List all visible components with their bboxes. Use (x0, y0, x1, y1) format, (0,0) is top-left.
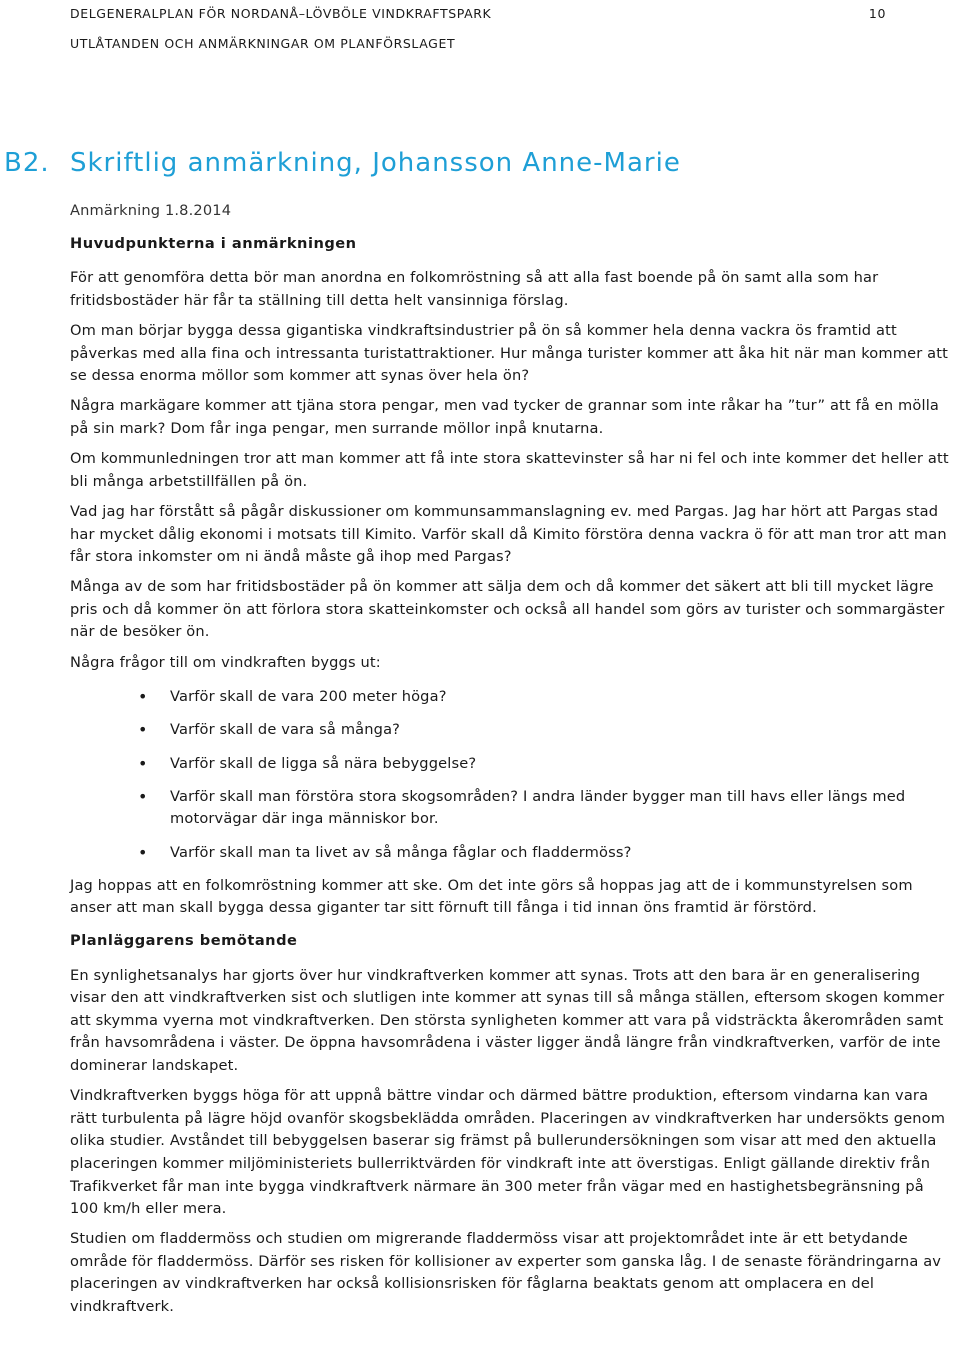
planner-paragraph: Vindkraftverken byggs höga för att uppnå bättre vindar och därmed bättre produktion, eftersom vindarna kan vara rätt turbulenta på lägre höjd ovanför skogsbeklädda områden. Placeringen av vindkraftverken har undersökts genom olika studier. Avståndet till bebyggelsen baserar sig främst på bullerundersökningen som visar att med den aktuella placeringen kommer miljöministeriets bullerriktvärden för vindkraft inte att överstigas. Enligt gällande direktiv från Trafikverket får man inte bygga vindkraftverk närmare än 300 meter från vägar med en hastighetsbegränsning på 100 km/h eller mera. (70, 1087, 946, 1218)
remark-paragraph: Många av de som har fritidsbostäder på ön kommer att sälja dem och då kommer det säkert att bli till mycket lägre pris och då kommer ön att förlora stora skatteinkomster och också all handel som görs av turister och sommargäster när de besöker ön. (70, 578, 945, 641)
question-list (70, 686, 955, 864)
remark-closing: Jag hoppas att en folkomröstning kommer att ske. Om det inte görs så hoppas jag att de i kommunstyrelsen som anser att man skall bygga dessa giganter tar sitt förnuft till fånga i tid innan öns framtid är förstörd. (70, 876, 913, 917)
remark-date: Anmärkning 1.8.2014 (70, 202, 232, 219)
page-number: 10 (868, 6, 886, 21)
section-title (4, 148, 681, 178)
section-title-text: Skriftlig anmärkning, Johansson Anne-Marie (70, 148, 681, 178)
question-text: Varför skall man förstöra stora skogsområden? I andra länder bygger man till havs eller längs med motorvägar där inga människor bor. (170, 787, 906, 828)
document-body (70, 200, 955, 1326)
bullet-icon: • (138, 720, 148, 740)
question-item (70, 753, 955, 776)
section-number: B2. (4, 148, 50, 178)
question-item (70, 686, 955, 709)
remark-paragraph: Några markägare kommer att tjäna stora pengar, men vad tycker de grannar som inte råkar ha ”tur” att få en mölla på sin mark? Dom får inga pengar, men surrande möllor inpå knutarna. (70, 397, 940, 437)
bullet-icon: • (138, 687, 148, 707)
header-subtitle: UTLÅTANDEN OCH ANMÄRKNINGAR OM PLANFÖRSLAGET (70, 36, 456, 51)
bullet-icon: • (138, 842, 148, 862)
question-text: Varför skall de ligga så nära bebyggelse? (170, 754, 477, 772)
header-plan-title: DELGENERALPLAN FÖR NORDANÅ–LÖVBÖLE VINDKRAFTSPARK (70, 6, 492, 21)
running-header (70, 4, 900, 64)
remark-heading: Huvudpunkterna i anmärkningen (70, 234, 357, 252)
remark-paragraph: Vad jag har förstått så pågår diskussioner om kommunsammanslagning ev. med Pargas. Jag har hört att Pargas stad har mycket dålig ekonomi i motsats till Kimito. Varför skall då Kimito förstöra denna vackra ö för att man tror att man får stora inkomster om ni ändå måste gå ihop med Pargas? (70, 502, 947, 566)
bullet-icon: • (138, 753, 148, 773)
question-item (70, 842, 955, 865)
planner-paragraph: Studien om fladdermöss och studien om migrerande fladdermöss visar att projektområdet inte är ett betydande område för fladdermöss. Därför ses risken för kollisioner av experter som ganska låg. I de senaste förändringarna av placeringen av vindkraftverken har också kollisionsrisken för fåglarna beaktats genom att omplacera en del vindkraftverk. (70, 1230, 942, 1316)
question-text: Varför skall de vara så många? (170, 721, 401, 739)
question-text: Varför skall de vara 200 meter höga? (170, 688, 447, 706)
bullet-icon: • (138, 786, 148, 806)
remark-paragraph: Om kommunledningen tror att man kommer att få inte stora skattevinster så har ni fel och inte kommer det heller att bli många arbetstillfällen på ön. (70, 450, 949, 490)
planner-heading: Planläggarens bemötande (70, 931, 298, 949)
question-item (70, 786, 955, 831)
question-item (70, 719, 955, 742)
remark-paragraph: För att genomföra detta bör man anordna en folkomröstning så att alla fast boende på ön samt alla som har fritidsbostäder här får ta ställning till detta helt vansinniga förslag. (70, 269, 879, 309)
questions-intro: Några frågor till om vindkraften byggs ut: (70, 653, 381, 671)
planner-paragraph: En synlighetsanalys har gjorts över hur vindkraftverken kommer att synas. Trots att den bara är en generalisering visar den att vindkraftverken sist och slutligen inte kommer att synas till så många ställen, eftersom skogen kommer att skymma vyerna mot vindkraftverken. Den största synligheten kommer att vara på vidsträckta åkerområden samt från havsområdena i väster. De öppna havsområdena i väster ligger ändå längre från vindkraftverken, varför de inte dominerar landskapet. (70, 966, 945, 1074)
remark-paragraph: Om man börjar bygga dessa gigantiska vindkraftsindustrier på ön så kommer hela denna vackra ös framtid att påverkas med alla fina och intressanta turistattraktioner. Hur många turister kommer att åka hit när man kommer att se dessa enorma möllor som kommer att synas över hela ön? (70, 321, 949, 385)
question-text: Varför skall man ta livet av så många fåglar och fladdermöss? (170, 843, 632, 861)
